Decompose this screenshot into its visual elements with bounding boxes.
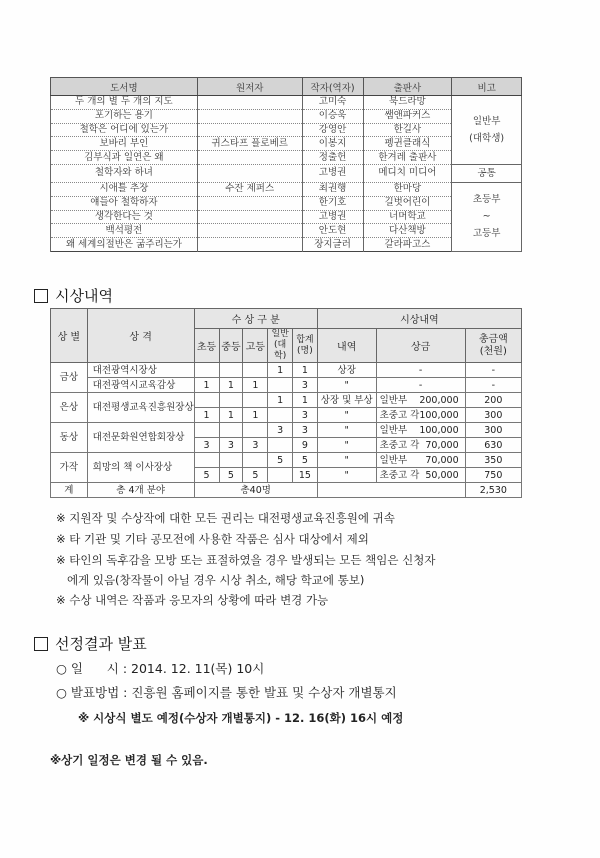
cell-e bbox=[194, 393, 219, 408]
cell-g: 1 bbox=[268, 363, 293, 378]
cell-title: 백석평전 bbox=[51, 224, 198, 238]
note-4: ※ 수상 내역은 작품과 응모자의 상황에 따라 변경 가능 bbox=[56, 593, 329, 607]
header-3: 출판사 bbox=[363, 78, 452, 96]
cell-author: 이봉지 bbox=[302, 137, 363, 151]
cell-original-author bbox=[197, 196, 302, 210]
table-row bbox=[51, 164, 522, 182]
cell-title: 왜 세계의절반은 굶주리는가 bbox=[51, 238, 198, 252]
cell-publisher: 북드라망 bbox=[363, 96, 452, 110]
cell-g bbox=[268, 438, 293, 453]
section-title: 선정결과 발표 bbox=[55, 635, 147, 653]
cell-publisher: 한마당 bbox=[363, 182, 452, 196]
cell-author: 고미숙 bbox=[302, 96, 363, 110]
cell-title: 철학은 어디에 있는가 bbox=[51, 123, 198, 137]
table-row bbox=[51, 453, 522, 468]
header-category: 상 별 bbox=[51, 309, 88, 363]
cell-title: 김부식과 일연은 왜 bbox=[51, 151, 198, 165]
cell-e: 3 bbox=[194, 438, 219, 453]
cell-author: 안도현 bbox=[302, 224, 363, 238]
cell-detail: 상장 bbox=[317, 363, 376, 378]
cell-g: 5 bbox=[268, 453, 293, 468]
cell-original-author bbox=[197, 96, 302, 110]
table-row bbox=[51, 151, 522, 165]
cell-e bbox=[194, 363, 219, 378]
money-amount: 50,000 bbox=[425, 469, 459, 481]
cell-e bbox=[194, 453, 219, 468]
table-row bbox=[51, 137, 522, 151]
schedule-change-note: ※상기 일정은 변경 될 수 있음. bbox=[50, 753, 208, 767]
cell-publisher: 한길사 bbox=[363, 123, 452, 137]
cell-author: 강영안 bbox=[302, 123, 363, 137]
cell-original-author bbox=[197, 224, 302, 238]
money-amount: 100,000 bbox=[419, 424, 459, 436]
cell-original-author bbox=[197, 151, 302, 165]
table-row bbox=[51, 210, 522, 224]
header-award: 상 격 bbox=[87, 309, 194, 363]
cell-g: 1 bbox=[268, 393, 293, 408]
cell-publisher: 한겨레 출판사 bbox=[363, 151, 452, 165]
cell-category: 은상 bbox=[51, 393, 88, 423]
money-amount: 70,000 bbox=[425, 454, 459, 466]
cell-t: 5 bbox=[292, 453, 317, 468]
cell-author: 고병권 bbox=[302, 210, 363, 224]
cell-sum: - bbox=[465, 363, 521, 378]
total-sum: 2,530 bbox=[465, 483, 521, 498]
cell-h: 5 bbox=[243, 468, 268, 483]
cell-t: 1 bbox=[292, 363, 317, 378]
cell-e: 5 bbox=[194, 468, 219, 483]
cell-sum: 350 bbox=[465, 453, 521, 468]
header-2: 작자(역자) bbox=[302, 78, 363, 96]
cell-g bbox=[268, 468, 293, 483]
cell-original-author bbox=[197, 123, 302, 137]
cell-m bbox=[219, 393, 243, 408]
money-label: 일반부 bbox=[379, 454, 408, 466]
cell-e: 1 bbox=[194, 378, 219, 393]
cell-m bbox=[219, 363, 243, 378]
cell-publisher: 쌤앤파커스 bbox=[363, 109, 452, 123]
section-awards-heading bbox=[34, 285, 113, 306]
cell-award: 대전광역시교육감상 bbox=[87, 378, 194, 393]
note-1: ※ 지원작 및 수상작에 대한 모든 권리는 대전평생교육진흥원에 귀속 bbox=[56, 511, 395, 525]
header-detail: 내역 bbox=[317, 329, 376, 363]
cell-h: 1 bbox=[243, 408, 268, 423]
cell-m: 3 bbox=[219, 438, 243, 453]
total-label: 계 bbox=[51, 483, 88, 498]
cell-m: 5 bbox=[219, 468, 243, 483]
cell-h bbox=[243, 453, 268, 468]
money-amount: 200,000 bbox=[419, 394, 459, 406]
cell-award: 대전광역시장상 bbox=[87, 363, 194, 378]
header-middle: 중등 bbox=[219, 329, 243, 363]
header-elementary: 초등 bbox=[194, 329, 219, 363]
money-amount: 100,000 bbox=[419, 409, 459, 421]
table-row bbox=[51, 109, 522, 123]
cell-award: 대전문화원연합회장상 bbox=[87, 423, 194, 453]
money-label: 초중고 각 bbox=[379, 469, 420, 481]
cell-t: 3 bbox=[292, 423, 317, 438]
table-row bbox=[51, 96, 522, 110]
cell-t: 9 bbox=[292, 438, 317, 453]
table-row bbox=[51, 196, 522, 210]
cell-author: 한기호 bbox=[302, 196, 363, 210]
cell-t: 3 bbox=[292, 408, 317, 423]
header-money: 상금 bbox=[376, 329, 465, 363]
header-sum: 총금액 (천원) bbox=[465, 329, 521, 363]
header-total: 합계 (명) bbox=[292, 329, 317, 363]
cell-publisher: 갈라파고스 bbox=[363, 238, 452, 252]
money-label: 초중고 각 bbox=[379, 439, 420, 451]
cell-author: 정출헌 bbox=[302, 151, 363, 165]
cell-h: 3 bbox=[243, 438, 268, 453]
cell-money bbox=[376, 453, 465, 468]
cell-remark: 공통 bbox=[452, 164, 522, 182]
cell-money: - bbox=[376, 378, 465, 393]
table-row bbox=[51, 224, 522, 238]
money-label: 일반부 bbox=[379, 424, 408, 436]
cell-detail: " bbox=[317, 423, 376, 438]
cell-remark: 초등부 ~ 고등부 bbox=[452, 182, 522, 251]
cell-publisher: 펭귄클래식 bbox=[363, 137, 452, 151]
table-row bbox=[51, 363, 522, 378]
cell-h bbox=[243, 363, 268, 378]
cell-publisher: 너머학교 bbox=[363, 210, 452, 224]
cell-m: 1 bbox=[219, 408, 243, 423]
cell-original-author bbox=[197, 210, 302, 224]
cell-original-author bbox=[197, 164, 302, 182]
cell-author: 장지글러 bbox=[302, 238, 363, 252]
cell-title: 얘들아 철학하자 bbox=[51, 196, 198, 210]
cell-publisher: 길벗어린이 bbox=[363, 196, 452, 210]
cell-original-author bbox=[197, 109, 302, 123]
cell-category: 가작 bbox=[51, 453, 88, 483]
cell-original-author: 수잔 제퍼스 bbox=[197, 182, 302, 196]
cell-money bbox=[376, 408, 465, 423]
cell-t: 3 bbox=[292, 378, 317, 393]
cell-title: 철학자와 하녀 bbox=[51, 164, 198, 182]
cell-title: 포기하는 용기 bbox=[51, 109, 198, 123]
cell-detail: " bbox=[317, 408, 376, 423]
cell-title: 시애틀 추장 bbox=[51, 182, 198, 196]
cell-g: 3 bbox=[268, 423, 293, 438]
cell-sum: - bbox=[465, 378, 521, 393]
header-4: 비고 bbox=[452, 78, 522, 96]
cell-money bbox=[376, 468, 465, 483]
cell-author: 최권행 bbox=[302, 182, 363, 196]
table-row bbox=[51, 182, 522, 196]
cell-sum: 630 bbox=[465, 438, 521, 453]
ceremony-note: ※ 시상식 별도 예정(수상자 개별통지) - 12. 16(화) 16시 예정 bbox=[78, 711, 404, 725]
announcement-date: ○ 일 시 : 2014. 12. 11(목) 10시 bbox=[56, 661, 265, 676]
table-row bbox=[51, 238, 522, 252]
table-row bbox=[51, 123, 522, 137]
cell-author: 이승욱 bbox=[302, 109, 363, 123]
cell-detail: " bbox=[317, 453, 376, 468]
header-1: 원저자 bbox=[197, 78, 302, 96]
total-fields: 총 4개 분야 bbox=[87, 483, 194, 498]
cell-m bbox=[219, 453, 243, 468]
table-row bbox=[51, 423, 522, 438]
cell-publisher: 다산책방 bbox=[363, 224, 452, 238]
cell-e bbox=[194, 423, 219, 438]
header-high: 고등 bbox=[243, 329, 268, 363]
checkbox-square-icon bbox=[34, 289, 48, 303]
cell-detail: " bbox=[317, 438, 376, 453]
cell-detail: " bbox=[317, 468, 376, 483]
header-0: 도서명 bbox=[51, 78, 198, 96]
cell-detail: 상장 및 부상 bbox=[317, 393, 376, 408]
award-table bbox=[50, 308, 522, 498]
cell-original-author bbox=[197, 238, 302, 252]
header-general: 일반 (대학) bbox=[268, 329, 293, 363]
header-division: 수 상 구 분 bbox=[194, 309, 317, 329]
cell-award: 대전평생교육진흥원장상 bbox=[87, 393, 194, 423]
table-row bbox=[51, 393, 522, 408]
book-list-table bbox=[50, 77, 522, 252]
cell-title: 생각한다는 것 bbox=[51, 210, 198, 224]
cell-g bbox=[268, 408, 293, 423]
cell-remark: 일반부 (대학생) bbox=[452, 96, 522, 165]
section-title: 시상내역 bbox=[55, 287, 113, 305]
cell-sum: 300 bbox=[465, 423, 521, 438]
cell-h bbox=[243, 423, 268, 438]
cell-m: 1 bbox=[219, 378, 243, 393]
cell-title: 보바리 부인 bbox=[51, 137, 198, 151]
cell-money: - bbox=[376, 363, 465, 378]
total-people: 총40명 bbox=[194, 483, 317, 498]
cell-h: 1 bbox=[243, 378, 268, 393]
cell-h bbox=[243, 393, 268, 408]
table-row bbox=[51, 378, 522, 393]
money-label: 일반부 bbox=[379, 394, 408, 406]
note-3: ※ 타인의 독후감을 모방 또는 표절하였을 경우 발생되는 모든 책임은 신청자 bbox=[56, 553, 436, 567]
note-3-cont: 에게 있음(창작물이 아닐 경우 시상 취소, 해당 학교에 통보) bbox=[56, 573, 365, 587]
total-blank bbox=[317, 483, 465, 498]
cell-t: 1 bbox=[292, 393, 317, 408]
cell-money bbox=[376, 438, 465, 453]
cell-sum: 300 bbox=[465, 408, 521, 423]
cell-category: 동상 bbox=[51, 423, 88, 453]
cell-sum: 200 bbox=[465, 393, 521, 408]
cell-m bbox=[219, 423, 243, 438]
cell-category: 금상 bbox=[51, 363, 88, 393]
announcement-method: ○ 발표방법 : 진흥원 홈페이지를 통한 발표 및 수상자 개별통지 bbox=[56, 685, 397, 700]
money-label: 초중고 각 bbox=[379, 409, 420, 421]
cell-publisher: 메디치 미디어 bbox=[363, 164, 452, 182]
header-prize: 시상내역 bbox=[317, 309, 521, 329]
cell-title: 두 개의 별 두 개의 지도 bbox=[51, 96, 198, 110]
cell-original-author: 귀스타프 플로베르 bbox=[197, 137, 302, 151]
cell-e: 1 bbox=[194, 408, 219, 423]
cell-t: 15 bbox=[292, 468, 317, 483]
cell-money bbox=[376, 423, 465, 438]
cell-detail: " bbox=[317, 378, 376, 393]
cell-g bbox=[268, 378, 293, 393]
cell-sum: 750 bbox=[465, 468, 521, 483]
note-2: ※ 타 기관 및 기타 공모전에 사용한 작품은 심사 대상에서 제외 bbox=[56, 532, 369, 546]
money-amount: 70,000 bbox=[425, 439, 459, 451]
cell-author: 고병권 bbox=[302, 164, 363, 182]
checkbox-square-icon bbox=[34, 637, 48, 651]
section-result-heading bbox=[34, 633, 147, 654]
cell-award: 희망의 책 이사장상 bbox=[87, 453, 194, 483]
cell-money bbox=[376, 393, 465, 408]
